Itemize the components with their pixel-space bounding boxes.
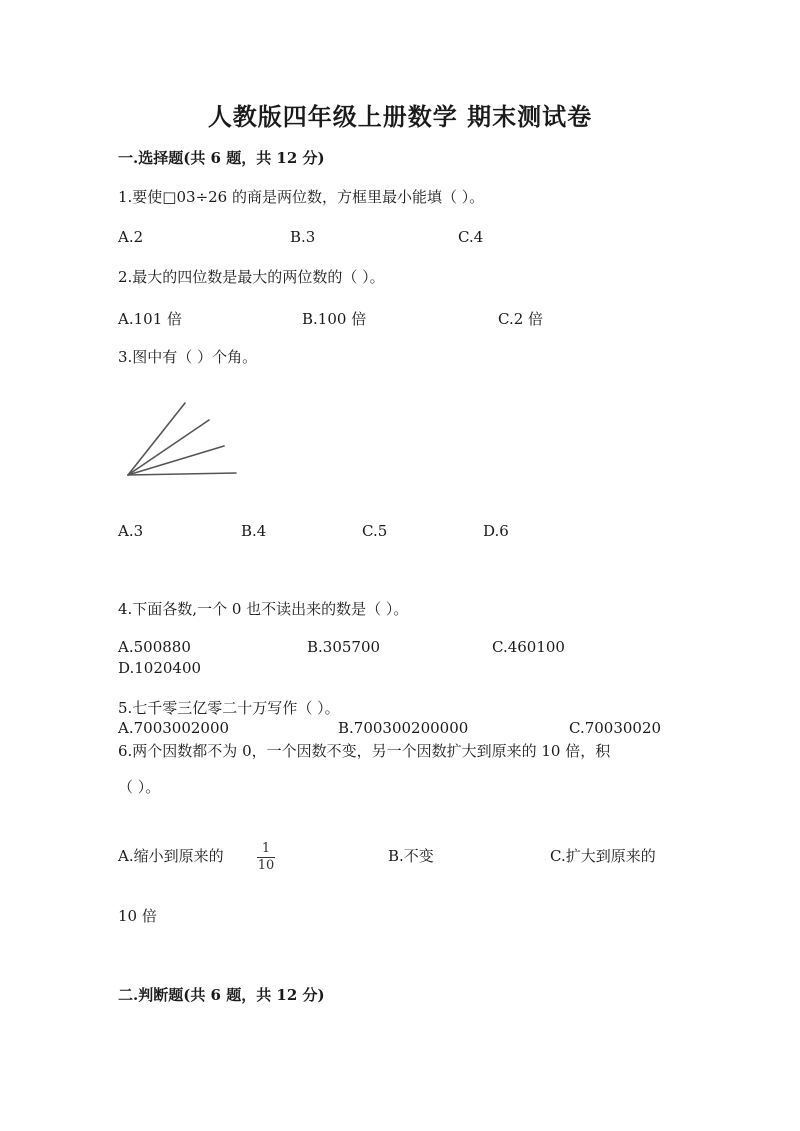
q3-option-c[interactable]: C.5 <box>362 522 388 540</box>
q6-option-c[interactable]: C.扩大到原来的 <box>550 847 656 865</box>
q3-option-a[interactable]: A.3 <box>118 522 144 540</box>
q4-option-d[interactable]: D.1020400 <box>118 659 202 677</box>
question-4-text: 4.下面各数,一个 0 也不读出来的数是（ ）。 <box>118 600 409 618</box>
q4-option-b[interactable]: B.305700 <box>307 638 381 656</box>
q2-option-a[interactable]: A.101 倍 <box>118 310 182 328</box>
question-5-text: 5.七千零三亿零二十万写作（ ）。 <box>118 699 340 717</box>
section-heading-judgment: 二.判断题(共 6 题，共 12 分) <box>118 986 325 1004</box>
ray-2 <box>128 420 209 475</box>
fraction-numerator: 1 <box>261 841 271 856</box>
q6-option-a[interactable]: A.缩小到原来的 <box>118 847 224 865</box>
ray-4 <box>128 473 236 475</box>
q5-option-a[interactable]: A.7003002000 <box>118 719 230 737</box>
q3-option-b[interactable]: B.4 <box>241 522 267 540</box>
angle-figure <box>120 396 245 482</box>
q6-option-b[interactable]: B.不变 <box>388 847 434 865</box>
fraction-one-tenth <box>255 842 277 873</box>
q1-option-c[interactable]: C.4 <box>458 228 484 246</box>
page-title: 人教版四年级上册数学 期末测试卷 <box>207 102 593 131</box>
q4-option-a[interactable]: A.500880 <box>118 638 191 656</box>
fraction-denominator: 10 <box>257 858 275 873</box>
q5-option-c[interactable]: C.70030020 <box>569 719 662 737</box>
ray-3 <box>128 446 224 475</box>
q4-option-c[interactable]: C.460100 <box>492 638 565 656</box>
question-3-text: 3.图中有（ ）个角。 <box>118 348 258 366</box>
question-2-text: 2.最大的四位数是最大的两位数的（ ）。 <box>118 268 385 286</box>
q1-option-a[interactable]: A.2 <box>118 228 144 246</box>
q3-option-d[interactable]: D.6 <box>483 522 509 540</box>
q6-option-c-continuation: 10 倍 <box>118 907 157 925</box>
question-6-text-line1: 6.两个因数都不为 0，一个因数不变，另一个因数扩大到原来的 10 倍，积 <box>118 742 611 760</box>
q5-option-b[interactable]: B.700300200000 <box>338 719 469 737</box>
section-heading-choice: 一.选择题(共 6 题，共 12 分) <box>118 149 325 167</box>
question-6-text-line2: （ ）。 <box>118 778 161 796</box>
ray-1 <box>128 403 185 475</box>
q2-option-b[interactable]: B.100 倍 <box>302 310 367 328</box>
q1-option-b[interactable]: B.3 <box>290 228 316 246</box>
question-1-text: 1.要使□03÷26 的商是两位数，方框里最小能填（ ）。 <box>118 188 485 206</box>
q2-option-c[interactable]: C.2 倍 <box>498 310 544 328</box>
